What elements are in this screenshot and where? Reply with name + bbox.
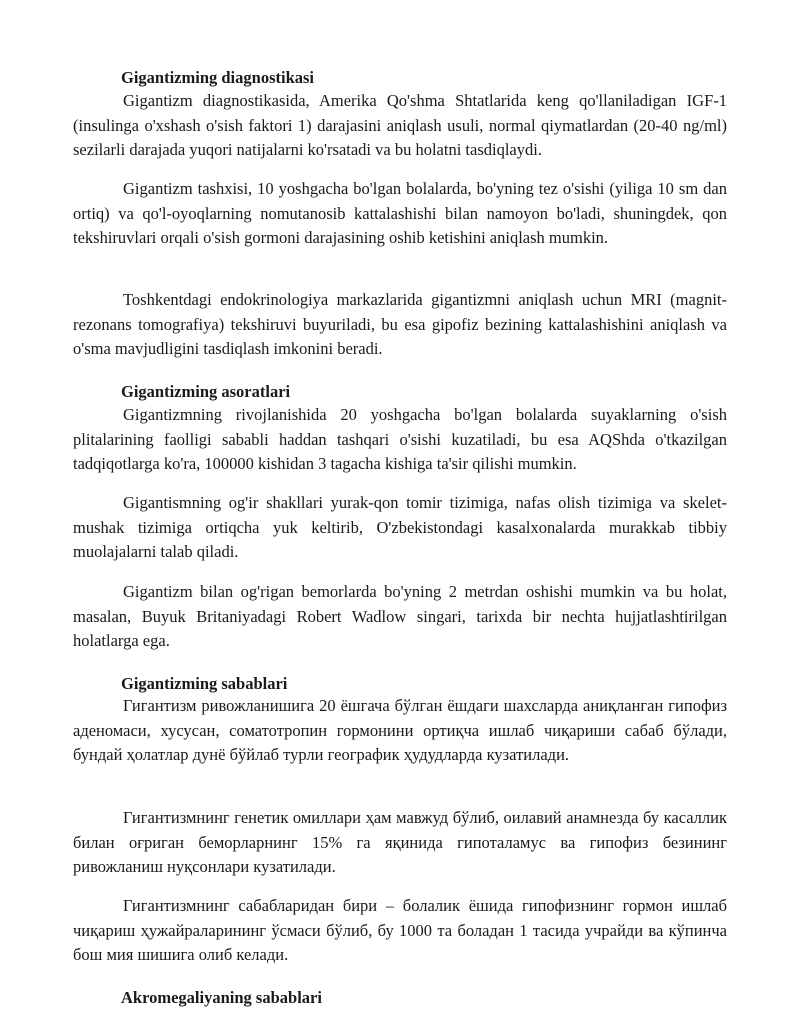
paragraph: Гигантизм ривожланишига 20 ёшгача бўлган ёшдаги шахсларда аниқланган гипофиз аденомаси, хусусан, соматотропин гормонини ортиқча ишлаб чиқариши сабаб бўлади, бундай ҳолатлар дунё бўйлаб турли географик ҳудудларда кузатилади. bbox=[73, 696, 727, 764]
section-heading-complications: Gigantizming asoratlari bbox=[121, 382, 291, 401]
paragraph-block bbox=[73, 694, 727, 768]
section-heading-diagnostics: Gigantizming diagnostikasi bbox=[121, 68, 314, 87]
paragraph: Gigantizm diagnostikasida, Amerika Qo'shma Shtatlarida keng qo'llaniladigan IGF-1 (insulinga o'xshash o'sish faktori 1) darajasini aniqlash usuli, normal qiymatlardan (20-40 ng/ml) sezilarli darajada yuqori natijalarni ko'rsatadi va bu holatni tasdiqlaydi. bbox=[73, 91, 727, 159]
paragraph: Gigantizmning rivojlanishida 20 yoshgacha bo'lgan bolalarda suyaklarning o'sish plitalarining faolligi sababli haddan tashqari o'sishi kuzatiladi, bu esa AQShda o'tkazilgan tadqiqotlarga ko'ra, 100000 kishidan 3 tagacha kishiga ta'sir qilishi mumkin. bbox=[73, 405, 727, 473]
paragraph-block bbox=[73, 403, 727, 477]
paragraph-block bbox=[73, 806, 727, 880]
paragraph-block bbox=[73, 89, 727, 163]
paragraph-block bbox=[73, 894, 727, 968]
paragraph: Toshkentdagi endokrinologiya markazlarida gigantizmni aniqlash uchun MRI (magnit-rezonans tomografiya) tekshiruvi buyuriladi, bu esa gipofiz bezining kattalashishini aniqlash va o'sma mavjudligini tasdiqlash imkonini beradi. bbox=[73, 290, 727, 358]
paragraph: Gigantizm tashxisi, 10 yoshgacha bo'lgan bolalarda, bo'yning tez o'sishi (yiliga 10 sm dan ortiq) va qo'l-oyoqlarning nomutanosib kattalashishi bilan namoyon bo'ladi, shuningdek, qon tekshiruvlari orqali o'sish gormoni darajasining oshib ketishini aniqlash mumkin. bbox=[73, 179, 727, 247]
paragraph: Гигантизмнинг генетик омиллари ҳам мавжуд бўлиб, оилавий анамнезда бу касаллик билан оғриган беморларнинг 15% га яқинида гипоталамус ва гипофиз безининг ривожланиш нуқсонлари кузатилади. bbox=[73, 808, 727, 876]
paragraph-block bbox=[73, 177, 727, 251]
paragraph: Gigantismning og'ir shakllari yurak-qon tomir tizimiga, nafas olish tizimiga va skelet-mushak tizimiga ortiqcha yuk keltirib, O'zbekistondagi kasalxonalarda murakkab tibbiy muolajalarni talab qiladi. bbox=[73, 493, 727, 561]
section-heading-causes: Gigantizming sabablari bbox=[121, 674, 288, 693]
section-heading-acromegaly-causes: Akromegaliyaning sabablari bbox=[121, 988, 322, 1007]
paragraph: Гигантизмнинг сабабларидан бири – болалик ёшида гипофизнинг гормон ишлаб чиқариш ҳужайраларининг ўсмаси бўлиб, бу 1000 та боладан 1 тасида учрайди ва кўпинча бош мия шишига олиб келади. bbox=[73, 896, 727, 964]
paragraph-block bbox=[73, 288, 727, 362]
paragraph-block bbox=[73, 580, 727, 654]
paragraph: Gigantizm bilan og'rigan bemorlarda bo'yning 2 metrdan oshishi mumkin va bu holat, masalan, Buyuk Britaniyadagi Robert Wadlow singari, tarixda bir nechta hujjatlashtirilgan holatlarga ega. bbox=[73, 582, 727, 650]
paragraph-block bbox=[73, 491, 727, 565]
